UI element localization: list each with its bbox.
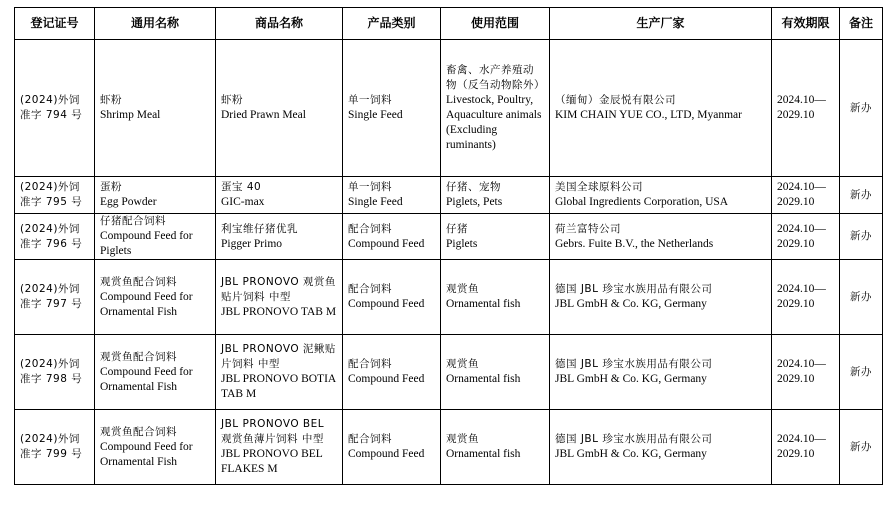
validity-start: 2024.10— xyxy=(777,222,826,235)
scope-cell xyxy=(441,40,550,177)
product-name-cell xyxy=(216,177,343,214)
product-name-cell xyxy=(216,335,343,410)
remark-cell: 新办 xyxy=(840,177,883,214)
header-validity: 有效期限 xyxy=(772,8,840,40)
feed-registration-table xyxy=(14,7,883,485)
manufacturer-cn: 荷兰富特公司 xyxy=(555,222,621,235)
category-cn: 配合饲料 xyxy=(348,222,392,235)
scope-cn: 观赏鱼 xyxy=(446,358,479,370)
manufacturer-en: JBL GmbH & Co. KG, Germany xyxy=(555,373,707,385)
header-row xyxy=(15,8,883,40)
scope-en: Ornamental fish xyxy=(446,298,521,310)
product-name-en: JBL PRONOVO BOTIA TAB M xyxy=(221,373,336,400)
registration-no-line: (2024)外饲 xyxy=(20,358,80,370)
scope-cell xyxy=(441,260,550,335)
manufacturer-en: JBL GmbH & Co. KG, Germany xyxy=(555,298,707,310)
generic-name-cell xyxy=(95,410,216,485)
generic-name-cell xyxy=(95,260,216,335)
registration-no-line: (2024)外饲 xyxy=(20,222,80,235)
table-row xyxy=(15,177,883,214)
scope-en: Livestock, Poultry, Aquaculture animals (Excluding ruminants) xyxy=(446,94,542,151)
validity-start: 2024.10— xyxy=(777,181,826,193)
manufacturer-cn: 德国 JBL 珍宝水族用品有限公司 xyxy=(555,358,713,370)
product-name-cn: JBL PRONOVO 泥鳅贴片饲料 中型 xyxy=(221,343,336,370)
validity-end: 2029.10 xyxy=(777,237,815,250)
header-manufacturer: 生产厂家 xyxy=(550,8,772,40)
registration-no-cell xyxy=(15,260,95,335)
registration-no-line: 准字 795 号 xyxy=(20,196,83,208)
manufacturer-en: KIM CHAIN YUE CO., LTD, Myanmar xyxy=(555,109,742,121)
generic-name-cell xyxy=(95,40,216,177)
manufacturer-cn: 美国全球原料公司 xyxy=(555,181,643,193)
registration-no-line: 准字 797 号 xyxy=(20,298,83,310)
header-remarks: 备注 xyxy=(840,8,883,40)
generic-name-cn: 观赏鱼配合饲料 xyxy=(100,275,177,288)
manufacturer-cell xyxy=(550,40,772,177)
remark-cell: 新办 xyxy=(840,40,883,177)
category-en: Compound Feed xyxy=(348,373,425,385)
category-en: Compound Feed xyxy=(348,298,425,310)
registration-no-cell xyxy=(15,177,95,214)
category-cn: 配合饲料 xyxy=(348,358,392,370)
registration-no-cell xyxy=(15,40,95,177)
validity-start: 2024.10— xyxy=(777,358,826,370)
validity-cell xyxy=(772,260,840,335)
registration-no-line: (2024)外饲 xyxy=(20,283,80,295)
manufacturer-cn: （缅甸）金辰悦有限公司 xyxy=(555,94,676,106)
product-name-en: JBL PRONOVO BEL FLAKES M xyxy=(221,448,323,475)
registration-no-line: 准字 794 号 xyxy=(20,109,83,121)
generic-name-cn: 仔猪配合饲料 xyxy=(100,215,166,227)
category-cell xyxy=(343,335,441,410)
scope-cn: 观赏鱼 xyxy=(446,283,479,295)
product-name-cell xyxy=(216,40,343,177)
scope-cn: 仔猪 xyxy=(446,222,468,235)
product-name-en: Pigger Primo xyxy=(221,237,283,250)
scope-cn: 畜禽、水产养殖动物（反刍动物除外） xyxy=(446,64,545,91)
scope-cell xyxy=(441,177,550,214)
registration-no-line: 准字 798 号 xyxy=(20,373,83,385)
generic-name-cell xyxy=(95,335,216,410)
generic-name-en: Compound Feed for Ornamental Fish xyxy=(100,440,193,468)
generic-name-cn: 观赏鱼配合饲料 xyxy=(100,350,177,363)
registration-no-cell xyxy=(15,335,95,410)
validity-cell xyxy=(772,335,840,410)
validity-cell xyxy=(772,410,840,485)
validity-cell xyxy=(772,214,840,260)
generic-name-cn: 虾粉 xyxy=(100,94,122,106)
validity-end: 2029.10 xyxy=(777,373,815,385)
manufacturer-en: Gebrs. Fuite B.V., the Netherlands xyxy=(555,237,714,250)
remark-cell: 新办 xyxy=(840,214,883,260)
generic-name-cn: 蛋粉 xyxy=(100,181,122,193)
category-en: Compound Feed xyxy=(348,448,425,460)
registration-no-cell xyxy=(15,410,95,485)
category-cell xyxy=(343,410,441,485)
scope-en: Ornamental fish xyxy=(446,448,521,460)
manufacturer-cell xyxy=(550,214,772,260)
manufacturer-cell xyxy=(550,335,772,410)
table-row xyxy=(15,40,883,177)
scope-en: Piglets, Pets xyxy=(446,196,503,208)
generic-name-cell xyxy=(95,177,216,214)
product-name-en: JBL PRONOVO TAB M xyxy=(221,305,337,318)
validity-end: 2029.10 xyxy=(777,298,815,310)
generic-name-cell xyxy=(95,214,216,260)
validity-start: 2024.10— xyxy=(777,94,826,106)
product-name-cn: JBL PRONOVO 观赏鱼贴片饲料 中型 xyxy=(221,275,336,303)
header-registration-no: 登记证号 xyxy=(15,8,95,40)
registration-no-line: (2024)外饲 xyxy=(20,94,80,106)
product-name-cn: JBL PRONOVO BEL 观赏鱼薄片饲料 中型 xyxy=(221,418,325,445)
scope-en: Ornamental fish xyxy=(446,373,521,385)
table-row xyxy=(15,410,883,485)
category-cell xyxy=(343,177,441,214)
registration-no-line: 准字 799 号 xyxy=(20,448,83,460)
product-name-cell xyxy=(216,410,343,485)
generic-name-en: Compound Feed for Ornamental Fish xyxy=(100,290,193,318)
registration-no-cell xyxy=(15,214,95,260)
product-name-en: Dried Prawn Meal xyxy=(221,109,306,121)
category-cn: 单一饲料 xyxy=(348,94,392,106)
manufacturer-en: Global Ingredients Corporation, USA xyxy=(555,196,729,208)
manufacturer-cn: 德国 JBL 珍宝水族用品有限公司 xyxy=(555,283,713,295)
remark-cell: 新办 xyxy=(840,410,883,485)
product-name-en: GIC-max xyxy=(221,196,265,208)
category-cn: 配合饲料 xyxy=(348,283,392,295)
remark-cell: 新办 xyxy=(840,260,883,335)
manufacturer-cell xyxy=(550,260,772,335)
header-product-category: 产品类别 xyxy=(343,8,441,40)
scope-cell xyxy=(441,410,550,485)
table-row xyxy=(15,214,883,260)
scope-cell xyxy=(441,214,550,260)
product-name-cell xyxy=(216,214,343,260)
registration-no-line: (2024)外饲 xyxy=(20,181,80,193)
validity-cell xyxy=(772,177,840,214)
validity-start: 2024.10— xyxy=(777,283,826,295)
category-cn: 单一饲料 xyxy=(348,181,392,193)
scope-cell xyxy=(441,335,550,410)
category-cell xyxy=(343,214,441,260)
validity-start: 2024.10— xyxy=(777,433,826,445)
category-cell xyxy=(343,40,441,177)
manufacturer-cell xyxy=(550,410,772,485)
scope-en: Piglets xyxy=(446,237,478,250)
category-en: Single Feed xyxy=(348,109,403,121)
scope-cn: 观赏鱼 xyxy=(446,433,479,445)
product-name-cn: 虾粉 xyxy=(221,94,243,106)
product-name-cn: 利宝维仔猪优乳 xyxy=(221,222,298,235)
generic-name-en: Shrimp Meal xyxy=(100,109,161,121)
category-en: Compound Feed xyxy=(348,237,425,250)
validity-end: 2029.10 xyxy=(777,196,815,208)
table-row xyxy=(15,335,883,410)
validity-cell xyxy=(772,40,840,177)
registration-no-line: (2024)外饲 xyxy=(20,433,80,445)
table-row xyxy=(15,260,883,335)
generic-name-en: Egg Powder xyxy=(100,196,157,208)
product-name-cn: 蛋宝 40 xyxy=(221,181,262,193)
category-cell xyxy=(343,260,441,335)
category-cn: 配合饲料 xyxy=(348,433,392,445)
header-product-name: 商品名称 xyxy=(216,8,343,40)
validity-end: 2029.10 xyxy=(777,109,815,121)
manufacturer-en: JBL GmbH & Co. KG, Germany xyxy=(555,448,707,460)
generic-name-cn: 观赏鱼配合饲料 xyxy=(100,425,177,438)
category-en: Single Feed xyxy=(348,196,403,208)
registration-no-line: 准字 796 号 xyxy=(20,237,83,250)
generic-name-en: Compound Feed for Piglets xyxy=(100,230,193,257)
product-name-cell xyxy=(216,260,343,335)
header-generic-name: 通用名称 xyxy=(95,8,216,40)
scope-cn: 仔猪、宠物 xyxy=(446,181,501,193)
manufacturer-cn: 德国 JBL 珍宝水族用品有限公司 xyxy=(555,433,713,445)
validity-end: 2029.10 xyxy=(777,448,815,460)
header-usage-scope: 使用范围 xyxy=(441,8,550,40)
generic-name-en: Compound Feed for Ornamental Fish xyxy=(100,365,193,393)
manufacturer-cell xyxy=(550,177,772,214)
remark-cell: 新办 xyxy=(840,335,883,410)
